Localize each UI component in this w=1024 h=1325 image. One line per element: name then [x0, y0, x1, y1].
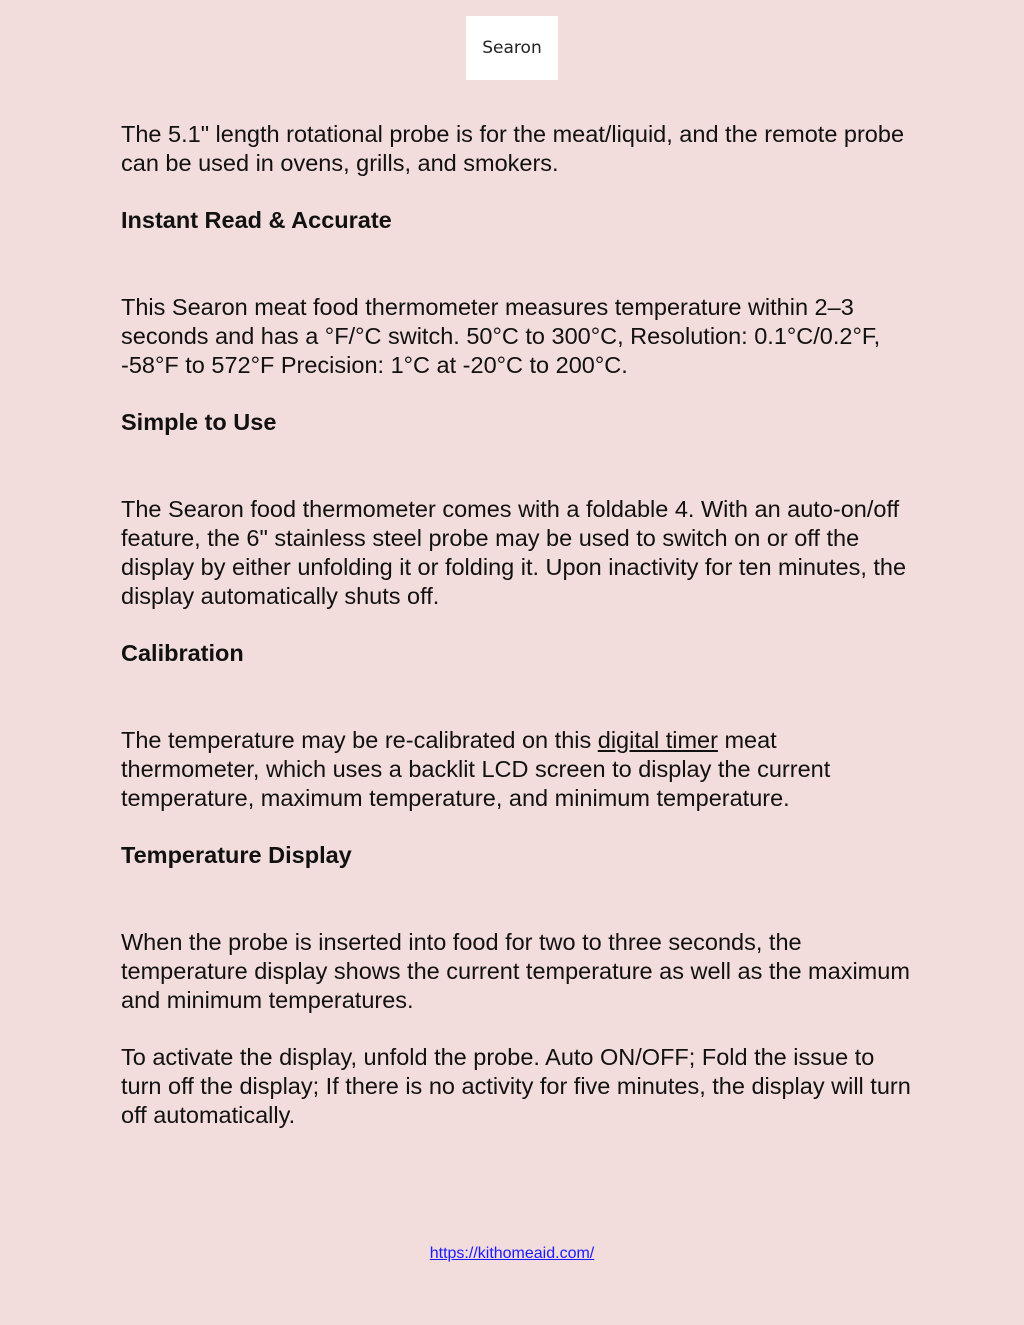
temperature-display-paragraph-2: To activate the display, unfold the probe. Auto ON/OFF; Fold the issue to turn off the display; If there is no activity for five minutes, the display will turn off automatically.: [121, 1044, 911, 1128]
footer-url-link[interactable]: https://kithomeaid.com/: [429, 1245, 595, 1262]
logo-text: Searon: [482, 38, 542, 58]
calibration-text-before: The temperature may be re-calibrated on this: [121, 727, 598, 753]
calibration-text-after: meat thermometer, which uses a backlit LCD screen to display the current temperature, maximum temperature, and minimum temperature.: [121, 727, 831, 811]
searon-logo: [466, 16, 558, 80]
temperature-display-heading: Temperature Display: [121, 842, 352, 868]
calibration-paragraph: [121, 726, 911, 813]
calibration-heading: Calibration: [121, 640, 244, 666]
temperature-display-paragraph-1: When the probe is inserted into food for two to three seconds, the temperature display shows the current temperature as well as the maximum and minimum temperatures.: [121, 929, 910, 1013]
digital-timer-link[interactable]: digital timer: [597, 727, 718, 753]
instant-read-paragraph: This Searon meat food thermometer measures temperature within 2–3 seconds and has a °F/°C switch. 50°C to 300°C, Resolution: 0.1°C/0.2°F, -58°F to 572°F Precision: 1°C at -20°C to 200°C.: [121, 294, 881, 378]
simple-to-use-paragraph: The Searon food thermometer comes with a foldable 4. With an auto-on/off feature, the 6" stainless steel probe may be used to switch on or off the display by either unfolding it or folding it. Upon inactivity for ten minutes, the display automatically shuts off.: [121, 496, 907, 609]
simple-to-use-heading: Simple to Use: [121, 409, 277, 435]
document-body: [121, 120, 911, 1130]
intro-paragraph: The 5.1" length rotational probe is for the meat/liquid, and the remote probe can be used in ovens, grills, and smokers.: [121, 121, 905, 176]
instant-read-heading: Instant Read & Accurate: [121, 207, 392, 233]
